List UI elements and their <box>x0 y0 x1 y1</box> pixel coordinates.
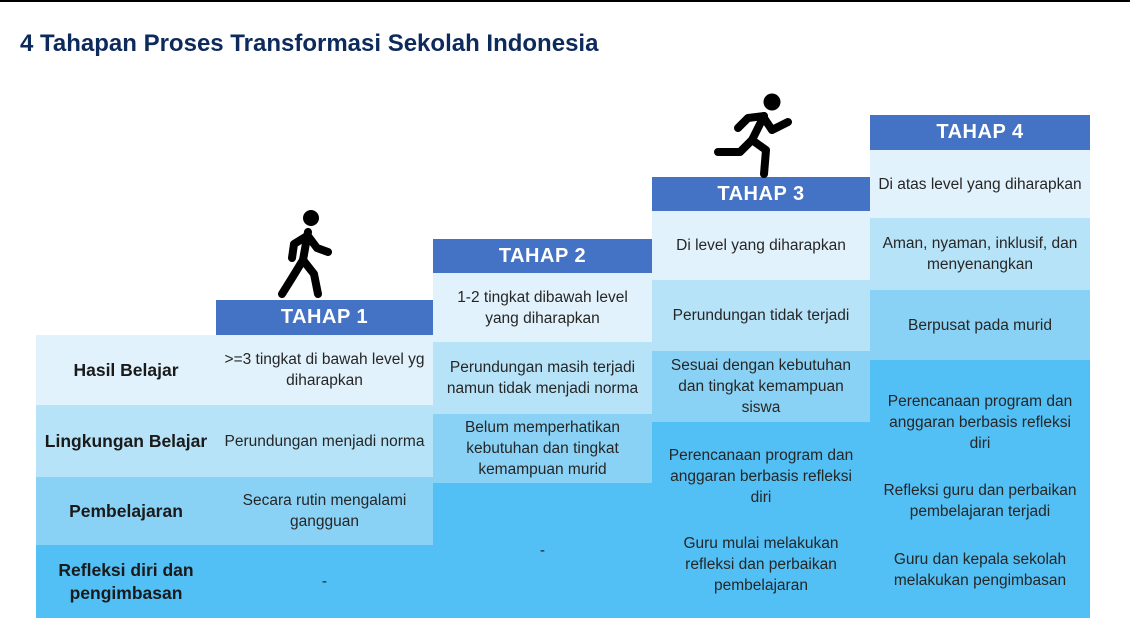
stage-1-refleksi: - <box>216 545 433 618</box>
stage-2-pembelajaran: Belum memperhatikan kebutuhan dan tingkat kemampuan murid <box>433 414 652 483</box>
page-title: 4 Tahapan Proses Transformasi Sekolah Indonesia <box>20 30 599 57</box>
stage-2-refleksi: - <box>433 483 652 618</box>
stage-4-refleksi <box>870 360 1090 618</box>
stage-3-refleksi <box>652 422 870 618</box>
stage-3-pembelajaran: Sesuai dengan kebutuhan dan tingkat kemampuan siswa <box>652 351 870 422</box>
stage-4-refleksi-perencanaan: Perencanaan program dan anggaran berbasis refleksi diri <box>887 393 1073 453</box>
stage-4-refleksi-pengimbasan: Guru dan kepala sekolah melakukan pengimbasan <box>893 550 1067 589</box>
stage-2-lingkungan: Perundungan masih terjadi namun tidak menjadi norma <box>433 342 652 414</box>
stage-2-header: TAHAP 2 <box>433 239 652 273</box>
row-label-lingkungan-belajar: Lingkungan Belajar <box>36 405 216 477</box>
stage-4-header: TAHAP 4 <box>870 115 1090 150</box>
stage-3-header: TAHAP 3 <box>652 177 870 211</box>
stage-1-header: TAHAP 1 <box>216 300 433 335</box>
stage-4-hasil: Di atas level yang diharapkan <box>870 150 1090 218</box>
stage-2-hasil: 1-2 tingkat dibawah level yang diharapkan <box>433 273 652 342</box>
stage-3-lingkungan: Perundungan tidak terjadi <box>652 280 870 351</box>
walking-person-icon <box>270 208 340 300</box>
running-person-icon <box>710 92 800 180</box>
row-label-pembelajaran: Pembelajaran <box>36 477 216 545</box>
stage-3-refleksi-guru: Guru mulai melakukan refleksi dan perbaikan pembelajaran <box>683 534 839 594</box>
top-divider <box>0 0 1130 2</box>
stage-1-lingkungan: Perundungan menjadi norma <box>216 405 433 477</box>
stage-3-refleksi-perencanaan: Perencanaan program dan anggaran berbasis refleksi diri <box>668 446 854 506</box>
stage-3-hasil: Di level yang diharapkan <box>652 211 870 280</box>
stage-1-hasil: >=3 tingkat di bawah level yg diharapkan <box>216 335 433 405</box>
stage-4-pembelajaran: Berpusat pada murid <box>870 290 1090 360</box>
stage-4-lingkungan: Aman, nyaman, inklusif, dan menyenangkan <box>870 218 1090 290</box>
row-label-hasil-belajar: Hasil Belajar <box>36 335 216 405</box>
stage-4-refleksi-guru: Refleksi guru dan perbaikan pembelajaran terjadi <box>883 482 1077 521</box>
stage-1-pembelajaran: Secara rutin mengalami gangguan <box>216 477 433 545</box>
row-label-refleksi: Refleksi diri dan pengimbasan <box>36 545 216 618</box>
